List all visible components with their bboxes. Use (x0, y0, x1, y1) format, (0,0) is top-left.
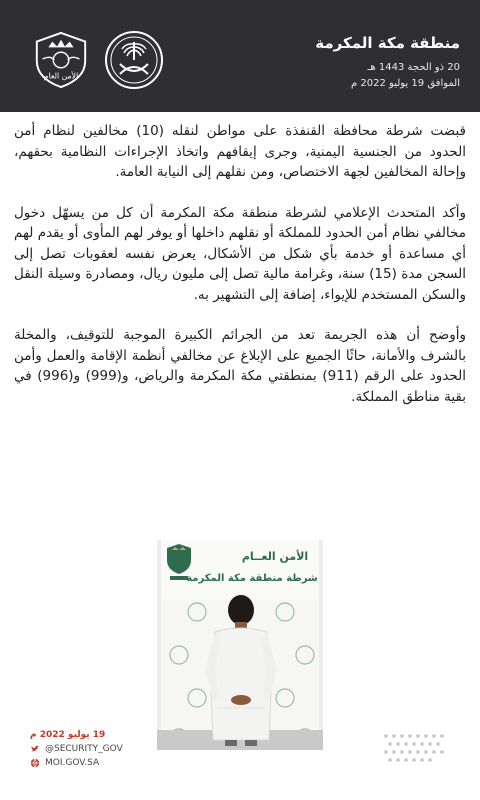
header-bar (0, 0, 480, 112)
twitter-icon (30, 744, 40, 754)
gregorian-date: الموافق 19 يوليو 2022 م (351, 78, 460, 89)
decorative-dots-icon (380, 730, 450, 770)
security-logo-text: الأمن العام (43, 71, 79, 81)
footer-contacts (30, 728, 180, 770)
hijri-date: 20 ذو الحجة 1443 هـ (367, 62, 460, 73)
region-title: منطقة مكة المكرمة (315, 34, 460, 52)
banner-subtitle: شرطة منطقة مكة المكرمة (186, 573, 318, 584)
public-security-emblem-icon (30, 30, 92, 90)
banner-title: الأمن العــام (241, 550, 309, 563)
paragraph: قبضت شرطة محافظة القنفذة على مواطن لنقله (10) مخالفين لنظام أمن الحدود من الجنسية اليمنية، وجرى إيقافهم واتخاذ الإجراءات النظامية بحقهم، وإحالة المخالفين لجهة الاختصاص، ومن نقلهم إلى النيابة العامة. (14, 123, 466, 180)
footer-twitter-row[interactable] (30, 742, 180, 756)
paragraph: وأوضح أن هذه الجريمة تعد من الجرائم الكبيرة الموجبة للتوقيف، والمخلة بالشرف والأمانة، حاثًا الجميع على الإبلاغ عن مخالفي أنظمة الإقامة والعمل وأمن الحدود على الرقم (911) بمنطقتي مكة المكرمة والرياض، و(999) و(996) في بقية مناطق المملكة. (14, 327, 466, 405)
footer-date: 19 يوليو 2022 م (30, 730, 106, 740)
footer-website-row[interactable] (30, 756, 180, 770)
website-link[interactable]: MOI.GOV.SA (45, 758, 100, 768)
saudi-emblem-icon (104, 30, 164, 90)
paragraph: وأكد المتحدث الإعلامي لشرطة منطقة مكة المكرمة أن كل من يسهّل دخول مخالفي نظام أمن الحدود للمملكة أو نقلهم داخلها أو يوفر لهم المأوى أو يقدم لهم أي مساعدة أو خدمة بأي شكل من الأشكال، يعرض نفسه لعقوبات تصل إلى السجن مدة (15) سنة، وغرامة مالية تصل إلى مليون ريال، ومصادرة وسيلة النقل والسكن المستخدم للإيواء، إضافة إلى التشهير به. (14, 204, 466, 303)
article-body (14, 121, 466, 427)
news-photo (157, 540, 323, 750)
header-text-block (240, 32, 460, 92)
footer-date-row (30, 728, 180, 742)
twitter-handle-link[interactable]: @SECURITY_GOV (45, 744, 123, 754)
globe-icon (30, 758, 40, 768)
